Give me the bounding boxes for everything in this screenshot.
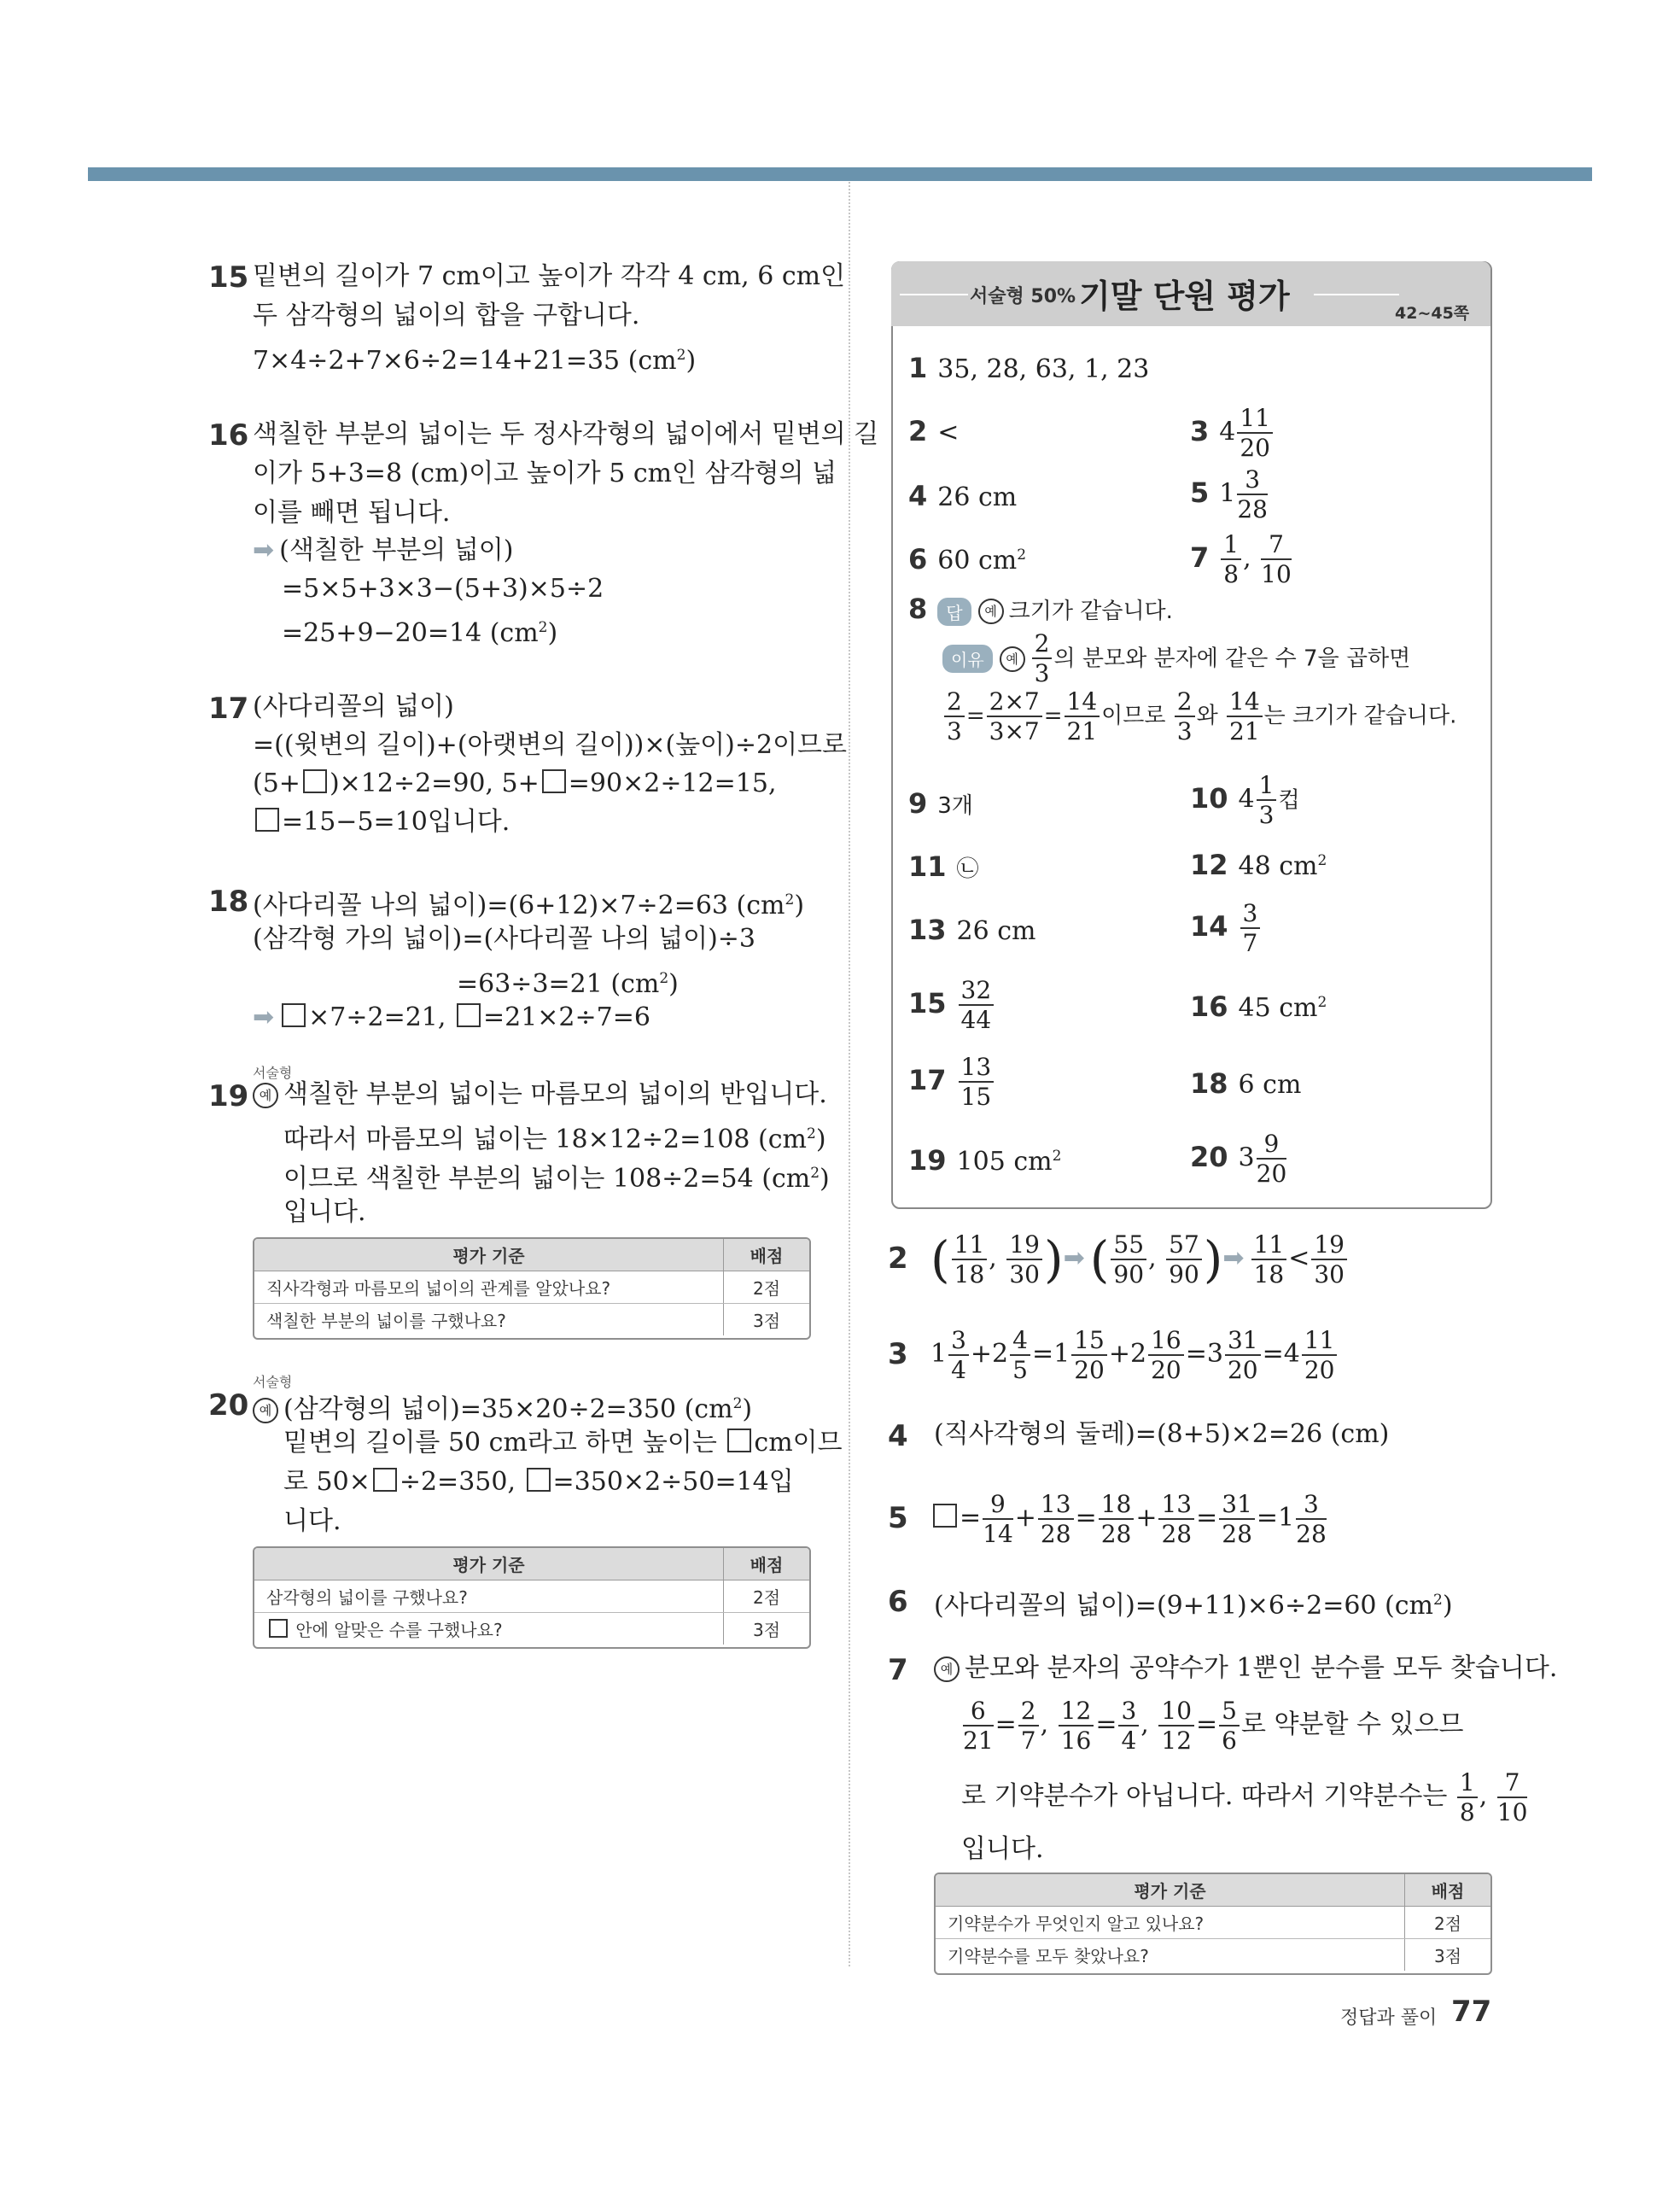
problem-18-number: 18 bbox=[208, 885, 249, 919]
solution-7-number: 7 bbox=[888, 1653, 908, 1687]
answer-3: 3 4 $\frac{11}{20}$ bbox=[1190, 406, 1275, 460]
problem-18-line-3: =63÷3=21 $(cm^2)$ bbox=[457, 969, 679, 999]
answer-8: 8 답 예 크기가 같습니다. bbox=[908, 593, 1173, 625]
problem-18-line-1: (사다리꼴 나의 넓이)=(6+12)×7÷2=63 $(cm^2)$ bbox=[253, 891, 805, 920]
score-cell: 2점 bbox=[724, 1580, 810, 1613]
example-mark: 예 bbox=[253, 1083, 278, 1108]
solution-2-line: ( $\frac{11}{18}$ , $\frac{19}{30}$ )➡ ( $\frac{55}{90}$ , $\frac{57}{90}$ )➡ $\frac{11}{18}$ < $\frac{19}{30}$ bbox=[930, 1223, 1349, 1294]
criteria-row: 직사각형과 마름모의 넓이의 관계를 알았나요? bbox=[254, 1271, 724, 1304]
answer-pill: 답 bbox=[937, 598, 971, 626]
problem-18-line-2: (삼각형 가의 넓이)=(사다리꼴 나의 넓이)÷3 bbox=[253, 924, 756, 954]
criteria-table-20 bbox=[253, 1546, 811, 1649]
problem-16-line-6: =25+9−20=14 $(cm^2)$ bbox=[282, 618, 558, 648]
problem-16-line-2: 이가 5+3=8 (cm)이고 높이가 5 cm인 삼각형의 넓 bbox=[253, 459, 837, 488]
answer-11: 11 ㉡ bbox=[908, 850, 979, 883]
criteria-row: 삼각형의 넓이를 구했나요? bbox=[254, 1580, 724, 1613]
problem-20-line-3: 로 50× ÷2=350, =350×2÷50=14입 bbox=[283, 1467, 794, 1497]
criteria-header: 평가 기준 bbox=[254, 1548, 724, 1580]
problem-16-line-4: ➡ (색칠한 부분의 넓이) bbox=[253, 535, 514, 565]
score-header: 배점 bbox=[1405, 1874, 1491, 1907]
answer-4: 4 26 cm bbox=[908, 480, 1018, 512]
problem-15-line-2: 두 삼각형의 넓이의 합을 구합니다. bbox=[253, 301, 640, 330]
criteria-table-19 bbox=[253, 1237, 811, 1340]
blank-box bbox=[727, 1429, 751, 1452]
answer-10: 10 4 $\frac{1}{3}$ 컵 bbox=[1190, 771, 1300, 829]
answer-1: 1 35, 28, 63, 1, 23 bbox=[908, 352, 1150, 384]
answer-16: 16 45 $cm^2$ bbox=[1190, 990, 1327, 1023]
problem-17-number: 17 bbox=[208, 692, 249, 726]
blank-box bbox=[457, 1003, 481, 1027]
answer-19: 19 105 $cm^2$ bbox=[908, 1144, 1062, 1177]
problem-20-line-1: 예 (삼각형의 넓이)=35×20÷2=350 $(cm^2)$ bbox=[253, 1387, 752, 1427]
arrow-icon: ➡ bbox=[1063, 1243, 1085, 1273]
example-mark: 예 bbox=[978, 599, 1004, 624]
solution-5-number: 5 bbox=[888, 1501, 908, 1535]
header-rule bbox=[1314, 294, 1399, 295]
solution-3-number: 3 bbox=[888, 1337, 908, 1371]
answer-8-reason-1: 이유 예 $\frac{2}{3}$ 의 분모와 분자에 같은 수 7을 곱하면 bbox=[942, 632, 1410, 686]
problem-18-line-4: ➡ ×7÷2=21, =21×2÷7=6 bbox=[253, 1002, 650, 1032]
solution-6-number: 6 bbox=[888, 1585, 908, 1619]
example-mark: 예 bbox=[1000, 646, 1025, 672]
problem-15-line-1: 밑변의 길이가 7 cm이고 높이가 각각 4 cm, 6 cm인 bbox=[253, 261, 846, 291]
problem-19-number: 19 bbox=[208, 1079, 249, 1113]
score-cell: 2점 bbox=[1405, 1907, 1491, 1939]
problem-19-line-2: 따라서 마름모의 넓이는 18×12÷2=108 $(cm^2)$ bbox=[283, 1125, 826, 1154]
criteria-header: 평가 기준 bbox=[254, 1239, 724, 1271]
solution-7-line-2: $\frac{6}{21}$ = $\frac{2}{7}$ , $\frac{12}{16}$ = $\frac{3}{4}$ , $\frac{10}{12}$ = $\frac{5}{6}$ 로 약분할 수 있으므 bbox=[963, 1696, 1464, 1755]
header-pages: 42~45쪽 bbox=[1395, 304, 1470, 323]
problem-20-tag: 서술형 bbox=[253, 1374, 293, 1390]
solution-7-line-1: 예 분모와 분자의 공약수가 1뿐인 분수를 모두 찾습니다. bbox=[934, 1651, 1557, 1686]
answer-14: 14 $\frac{3}{7}$ bbox=[1190, 902, 1262, 955]
header-title: 기말 단원 평가 bbox=[1079, 278, 1290, 315]
problem-19-tag: 서술형 bbox=[253, 1065, 293, 1081]
score-cell: 3점 bbox=[724, 1613, 810, 1645]
solution-3-line: 1 $\frac{3}{4}$ +2 $\frac{4}{5}$ =1 $\frac{15}{20}$ +2 $\frac{16}{20}$ =3 $\frac{31}{20}$ =4 $\frac{11}{20}$ bbox=[930, 1320, 1339, 1388]
solution-4-line: (직사각형의 둘레)=(8+5)×2=26 (cm) bbox=[934, 1419, 1390, 1449]
blank-box bbox=[255, 808, 279, 832]
answer-20: 20 3 $\frac{9}{20}$ bbox=[1190, 1130, 1287, 1188]
answer-2: 2 < bbox=[908, 415, 960, 447]
blank-box bbox=[303, 769, 327, 793]
blank-box bbox=[933, 1504, 957, 1528]
criteria-header: 평가 기준 bbox=[936, 1874, 1405, 1907]
solution-2-number: 2 bbox=[888, 1242, 908, 1276]
problem-19-line-3: 이므로 색칠한 부분의 넓이는 108÷2=54 $(cm^2)$ bbox=[283, 1164, 830, 1194]
reason-pill: 이유 bbox=[942, 645, 993, 673]
answer-8-reason-2: $\frac{2}{3}$ = $\frac{2\times 7}{3\times 7}$ = $\frac{14}{21}$ 이므로 $\frac{2}{3}$ 와 $\frac{14}{21}$ 는 크기가 같습니다. bbox=[942, 690, 1456, 744]
answer-12: 12 48 $cm^2$ bbox=[1190, 849, 1327, 881]
problem-17-line-2: =((윗변의 길이)+(아랫변의 길이))×(높이)÷2이므로 bbox=[253, 730, 848, 760]
blank-box bbox=[542, 769, 566, 793]
problem-16-line-5: =5×5+3×3−(5+3)×5÷2 bbox=[282, 574, 604, 604]
solution-7-line-3: 로 기약분수가 아닙니다. 따라서 기약분수는 $\frac{1}{8}$ , $\frac{7}{10}$ bbox=[961, 1767, 1528, 1826]
problem-20-line-2: 밑변의 길이를 50 cm라고 하면 높이는 cm이므 bbox=[283, 1428, 843, 1458]
answer-18: 18 6 cm bbox=[1190, 1067, 1302, 1100]
blank-box bbox=[269, 1619, 288, 1638]
page-number: 77 bbox=[1451, 1995, 1492, 2029]
problem-15-line-3: 7×4÷2+7×6÷2=14+21=35 $(cm^2)$ bbox=[253, 346, 697, 376]
blank-box bbox=[282, 1003, 306, 1027]
example-mark: 예 bbox=[934, 1656, 960, 1682]
solution-6-line: (사다리꼴의 넓이)=(9+11)×6÷2=60 $(cm^2)$ bbox=[934, 1591, 1453, 1621]
solution-7-line-4: 입니다. bbox=[961, 1834, 1044, 1864]
criteria-row: 기약분수를 모두 찾았나요? bbox=[948, 1946, 1149, 1966]
problem-16-line-1: 색칠한 부분의 넓이는 두 정사각형의 넓이에서 밑변의 길 bbox=[253, 419, 879, 449]
arrow-icon: ➡ bbox=[1222, 1243, 1245, 1273]
top-color-bar bbox=[88, 167, 1592, 181]
answer-6: 6 60 $cm^2$ bbox=[908, 543, 1027, 576]
answer-7: 7 $\frac{1}{8}$ , $\frac{7}{10}$ bbox=[1190, 530, 1292, 588]
blank-box bbox=[373, 1468, 397, 1492]
criteria-row: 기약분수가 무엇인지 알고 있나요? bbox=[936, 1907, 1405, 1939]
problem-16-line-3: 이를 빼면 됩니다. bbox=[253, 498, 451, 528]
solution-4-number: 4 bbox=[888, 1419, 908, 1453]
answer-13: 13 26 cm bbox=[908, 914, 1036, 946]
solution-5-line: = $\frac{9}{14}$ + $\frac{13}{28}$ = $\frac{18}{28}$ + $\frac{13}{28}$ = $\frac{31}{28}$ =1 $\frac{3}{28}$ bbox=[930, 1484, 1328, 1552]
problem-17-line-3: (5+ )×12÷2=90, 5+ =90×2÷12=15, bbox=[253, 768, 777, 798]
problem-17-line-4: =15−5=10입니다. bbox=[253, 805, 510, 839]
problem-19-line-1: 예 색칠한 부분의 넓이는 마름모의 넓이의 반입니다. bbox=[253, 1078, 827, 1112]
problem-20-line-4: 니다. bbox=[283, 1506, 341, 1536]
problem-15-number: 15 bbox=[208, 260, 249, 295]
problem-19-line-4: 입니다. bbox=[283, 1197, 366, 1227]
problem-17-line-1: (사다리꼴의 넓이) bbox=[253, 692, 454, 722]
problem-16-number: 16 bbox=[208, 418, 249, 453]
criteria-row: 안에 알맞은 수를 구했나요? bbox=[254, 1613, 724, 1645]
criteria-table-7 bbox=[934, 1873, 1492, 1975]
problem-20-number: 20 bbox=[208, 1388, 249, 1423]
score-cell: 3점 bbox=[1405, 1939, 1491, 1972]
arrow-icon: ➡ bbox=[253, 1002, 275, 1032]
blank-box bbox=[527, 1468, 551, 1492]
answer-summary-header bbox=[891, 261, 1490, 326]
header-rule bbox=[900, 294, 968, 295]
criteria-row: 색칠한 부분의 넓이를 구했나요? bbox=[266, 1311, 506, 1331]
example-mark: 예 bbox=[253, 1398, 278, 1423]
score-header: 배점 bbox=[724, 1548, 810, 1580]
footer-label: 정답과 풀이 bbox=[1340, 2007, 1438, 2029]
score-header: 배점 bbox=[724, 1239, 810, 1271]
answer-5: 5 1 $\frac{3}{28}$ bbox=[1190, 465, 1268, 523]
arrow-icon: ➡ bbox=[253, 535, 275, 565]
answer-17: 17 $\frac{13}{15}$ bbox=[908, 1055, 995, 1109]
answer-9: 9 3개 bbox=[908, 787, 973, 820]
score-cell: 2점 bbox=[724, 1271, 810, 1304]
answer-15: 15 $\frac{32}{44}$ bbox=[908, 979, 995, 1032]
score-cell: 3점 bbox=[724, 1304, 810, 1336]
header-badge: 서술형 50% bbox=[970, 286, 1076, 307]
